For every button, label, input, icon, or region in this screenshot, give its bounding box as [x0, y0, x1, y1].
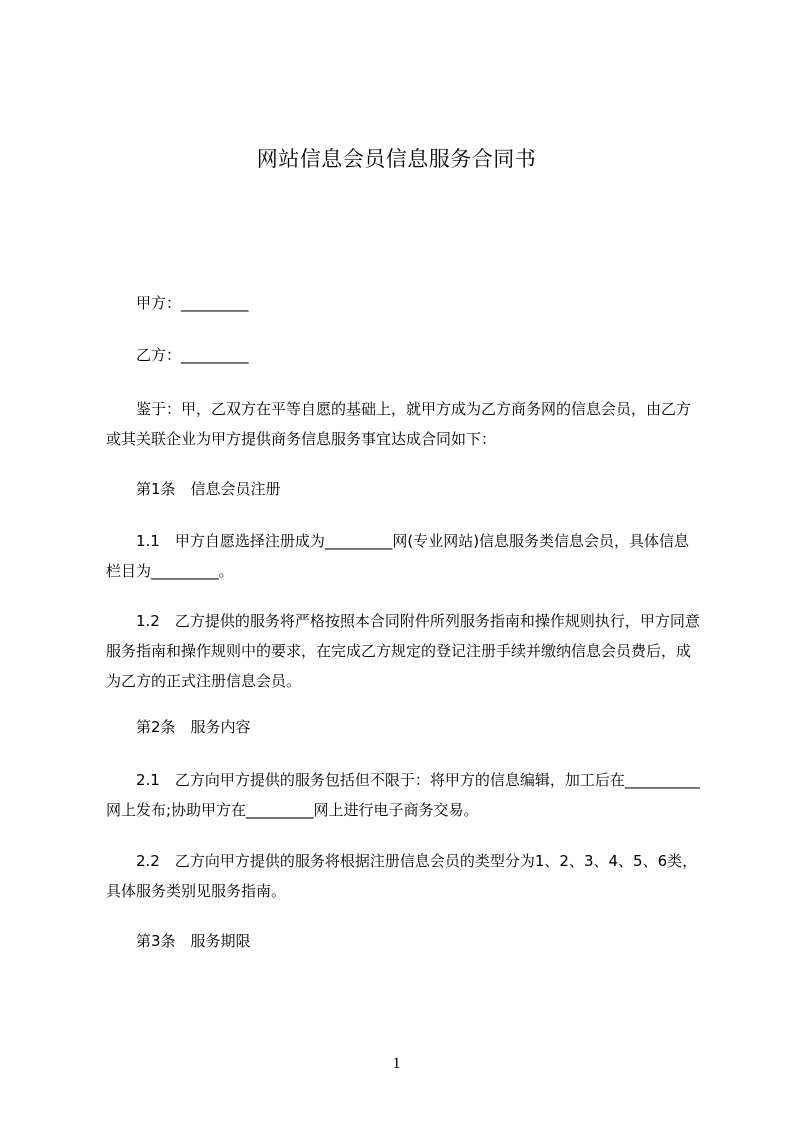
page-number: 1 [392, 1055, 401, 1072]
party-a-line: 甲方：_________ [106, 294, 249, 312]
article-3-heading: 第3条 服务期限 [106, 932, 251, 950]
article-2-heading: 第2条 服务内容 [106, 718, 251, 736]
preamble-paragraph: 鉴于：甲，乙双方在平等自愿的基础上，就甲方成为乙方商务网的信息会员，由乙方或其关联企业为甲方提供商务信息服务事宜达成合同如下： [106, 400, 692, 448]
document-title: 网站信息会员信息服务合同书 [256, 147, 537, 171]
clause-2-2: 2.2 乙方向甲方提供的服务将根据注册信息会员的类型分为1、2、3、4、5、6类，具体服务类别见服务指南。 [106, 852, 698, 900]
clause-2-1: 2.1 乙方向甲方提供的服务包括但不限于：将甲方的信息编辑，加工后在__________网上发布;协助甲方在_________网上进行电子商务交易。 [106, 771, 700, 819]
clause-1-1: 1.1 甲方自愿选择注册成为_________网(专业网站)信息服务类信息会员，具体信息栏目为_________。 [106, 532, 690, 580]
party-b-line: 乙方：_________ [106, 346, 249, 364]
clause-1-2: 1.2 乙方提供的服务将严格按照本合同附件所列服务指南和操作规则执行，甲方同意服务指南和操作规则中的要求，在完成乙方规定的登记注册手续并缴纳信息会员费后，成为乙方的正式注册信息会员。 [106, 612, 700, 690]
article-1-heading: 第1条 信息会员注册 [106, 480, 281, 498]
